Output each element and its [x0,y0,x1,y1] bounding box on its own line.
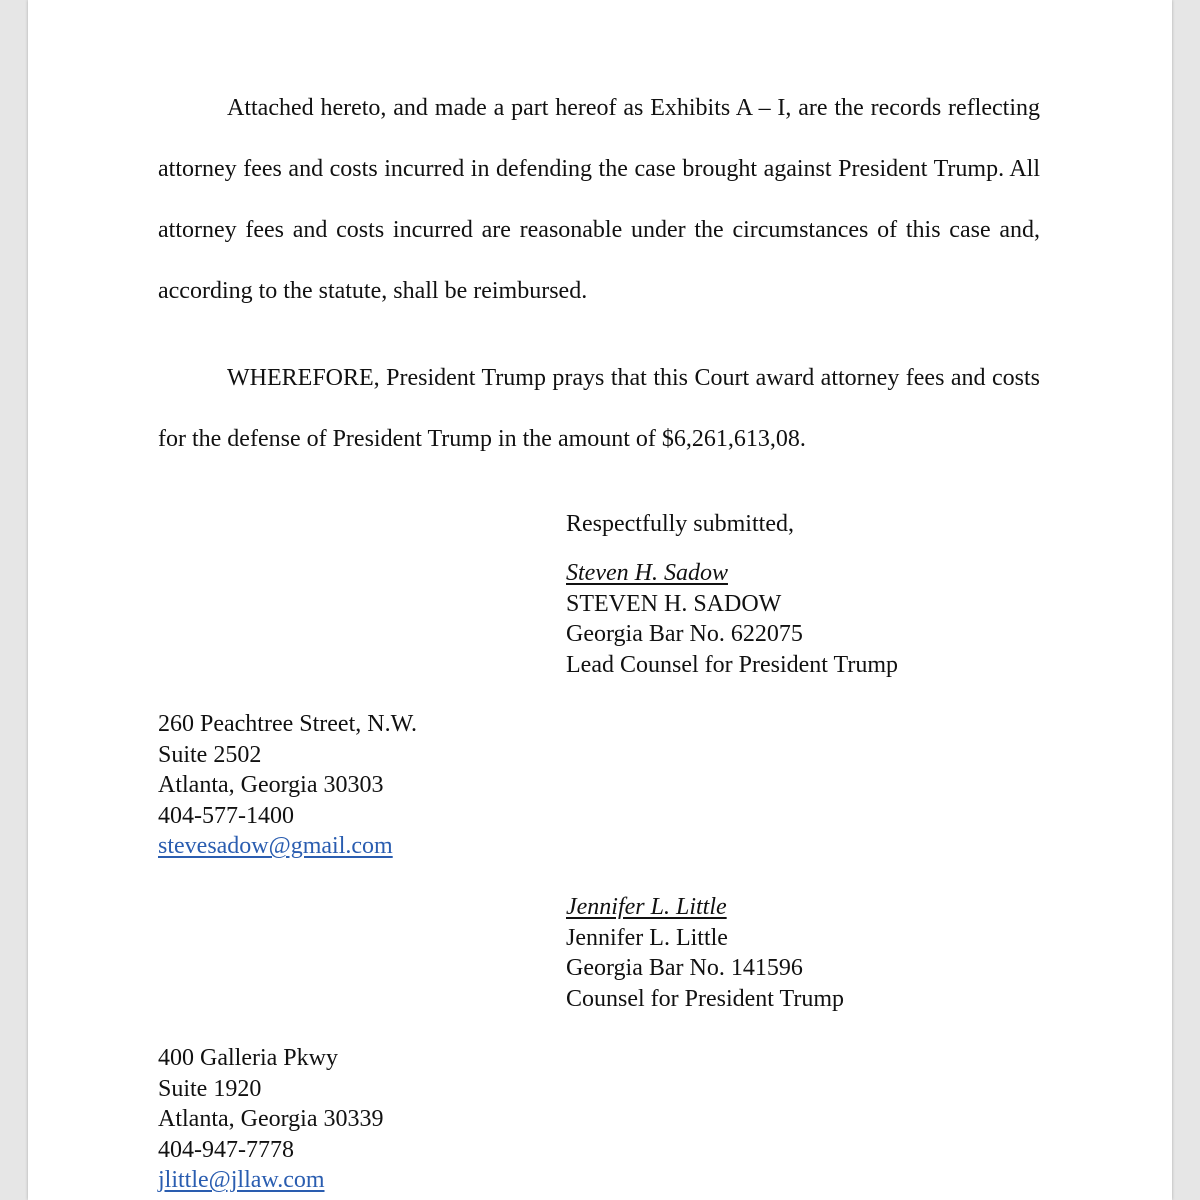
email-link[interactable]: stevesadow@gmail.com [158,833,393,859]
body-paragraph-exhibits: Attached hereto, and made a part hereof as Exhibits A – I, are the records reflecting attorney fees and costs incurred in defending the case brought against President Trump. All attorney fees and costs incurred are reasonable under the circumstances of this case and, according to the statute, shall be reimbursed. [158,95,1040,304]
signatory-name: Jennifer L. Little [566,924,728,951]
signatory-name: STEVEN H. SADOW [566,590,782,617]
closing-text: Respectfully submitted, [566,511,794,537]
bar-number: Georgia Bar No. 622075 [566,621,803,647]
address-line: Suite 1920 [158,1075,262,1102]
address-block-little [158,1043,384,1196]
address-line: Atlanta, Georgia 30339 [158,1106,384,1132]
address-line: 400 Galleria Pkwy [158,1045,338,1071]
address-block-sadow [158,709,417,862]
email-link[interactable]: jlittle@jllaw.com [158,1167,325,1193]
address-line: 260 Peachtree Street, N.W. [158,711,418,737]
signature-line: Steven H. Sadow [566,560,728,586]
body-paragraph-wherefore: WHEREFORE, President Trump prays that this Court award attorney fees and costs for the defense of President Trump in the amount of $6,261,613,08. [158,365,1040,452]
document-page [28,0,1172,1200]
counsel-role: Counsel for President Trump [566,985,845,1012]
signature-line: Jennifer L. Little [566,894,727,920]
phone-number: 404-577-1400 [158,802,294,829]
signature-block-sadow [566,558,898,680]
address-line: Suite 2502 [158,741,262,768]
phone-number: 404-947-7778 [158,1136,294,1163]
closing-block [566,509,794,540]
address-line: Atlanta, Georgia 30303 [158,772,384,798]
signature-block-little [566,892,844,1014]
bar-number: Georgia Bar No. 141596 [566,955,803,981]
counsel-role: Lead Counsel for President Trump [566,651,898,678]
